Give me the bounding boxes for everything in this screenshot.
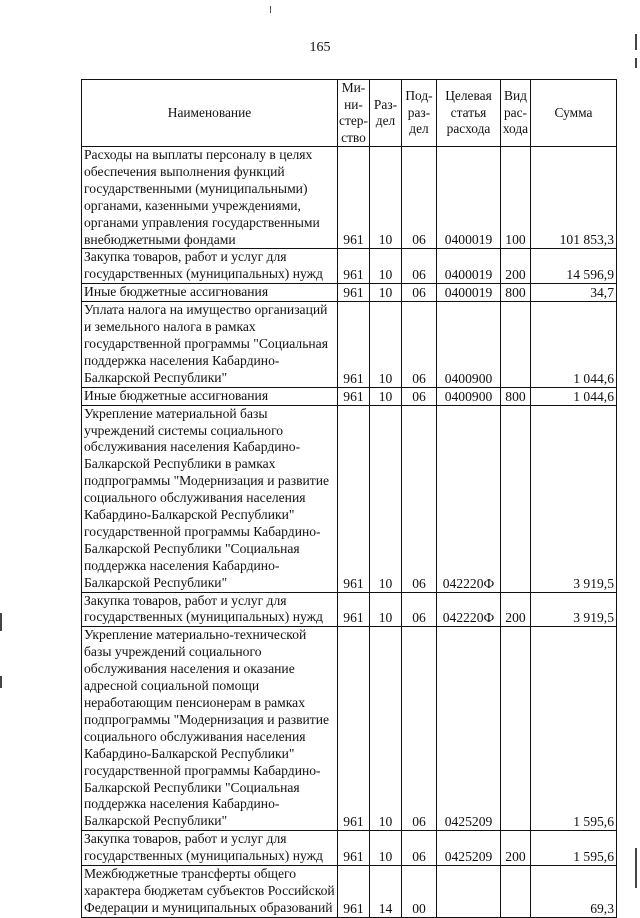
- row-section-cell: 10: [370, 627, 402, 831]
- row-name-cell: Закупка товаров, работ и услуг для государственных (муниципальных) нужд: [82, 831, 338, 866]
- column-header-section: [370, 80, 402, 147]
- column-header-subsection-label: Под- раз- дел: [405, 88, 433, 137]
- row-subsection-cell: 06: [402, 405, 437, 592]
- row-sum-cell: 1 595,6: [531, 831, 617, 866]
- row-section-cell: 14: [370, 866, 402, 918]
- page-number: 165: [309, 40, 331, 55]
- scan-edge-mark: [0, 613, 2, 631]
- row-sum-cell: 34,7: [531, 284, 617, 302]
- row-target-cell: 0425209: [437, 831, 501, 866]
- row-type-cell: [501, 866, 531, 918]
- table-row: [82, 387, 617, 405]
- row-name-cell: Закупка товаров, работ и услуг для государственных (муниципальных) нужд: [82, 592, 338, 627]
- scan-edge-mark: [635, 848, 637, 888]
- column-header-ministry: [338, 80, 370, 147]
- row-ministry-cell: 961: [338, 302, 370, 388]
- row-type-cell: [501, 302, 531, 388]
- row-name-cell: Уплата налога на имущество организаций и земельного налога в рамках государственной программы "Социальная поддержка населения Кабардино-Балкарской Республики": [82, 302, 338, 388]
- row-ministry-cell: 961: [338, 147, 370, 249]
- column-header-name: Наименование: [82, 80, 338, 147]
- column-header-target-label: Целевая статья расхода: [445, 88, 492, 137]
- table-row: [82, 147, 617, 249]
- row-sum-cell: 1 044,6: [531, 387, 617, 405]
- row-subsection-cell: 06: [402, 249, 437, 284]
- column-header-sum: Сумма: [531, 80, 617, 147]
- row-type-cell: [501, 405, 531, 592]
- row-subsection-cell: 06: [402, 147, 437, 249]
- row-sum-cell: 69,3: [531, 866, 617, 918]
- row-type-cell: 800: [501, 284, 531, 302]
- row-name-cell: Укрепление материально-технической базы учреждений социального обслуживания населения и оказание адресной социальной помощи неработающим пенсионерам в рамках подпрограммы "Модернизация и развитие социального обслуживания населения Кабардино-Балкарской Республики" государственной программы Кабардино-Балкарской Республики "Социальная поддержка населения Кабардино-Балкарской Республики": [82, 627, 338, 831]
- column-header-type: [501, 80, 531, 147]
- row-name-cell: Иные бюджетные ассигнования: [82, 284, 338, 302]
- row-section-cell: 10: [370, 831, 402, 866]
- row-section-cell: 10: [370, 147, 402, 249]
- column-header-subsection: [402, 80, 437, 147]
- row-sum-cell: 14 596,9: [531, 249, 617, 284]
- row-type-cell: 800: [501, 387, 531, 405]
- column-header-target: [437, 80, 501, 147]
- row-section-cell: 10: [370, 302, 402, 388]
- row-type-cell: 200: [501, 831, 531, 866]
- row-type-cell: 200: [501, 592, 531, 627]
- row-subsection-cell: 06: [402, 592, 437, 627]
- row-type-cell: 100: [501, 147, 531, 249]
- row-name-cell: Расходы на выплаты персоналу в целях обеспечения выполнения функций государственными (муниципальными) органами, казенными учреждениями, органами управления государственными внебюджетными фондами: [82, 147, 338, 249]
- table-row: [82, 284, 617, 302]
- table-row: [82, 249, 617, 284]
- row-section-cell: 10: [370, 405, 402, 592]
- row-subsection-cell: 00: [402, 866, 437, 918]
- row-sum-cell: 1 044,6: [531, 302, 617, 388]
- row-section-cell: 10: [370, 592, 402, 627]
- row-ministry-cell: 961: [338, 831, 370, 866]
- table-header-row: [82, 80, 617, 147]
- row-target-cell: 0425209: [437, 627, 501, 831]
- budget-table: [81, 79, 617, 918]
- table-row: [82, 405, 617, 592]
- row-ministry-cell: 961: [338, 592, 370, 627]
- column-header-section-label: Раз- дел: [373, 96, 398, 128]
- row-target-cell: 0400019: [437, 249, 501, 284]
- row-target-cell: 042220Ф: [437, 405, 501, 592]
- table-row: [82, 302, 617, 388]
- row-target-cell: 0400900: [437, 387, 501, 405]
- row-name-cell: Межбюджетные трансферты общего характера бюджетам субъектов Российской Федерации и муниципальных образований: [82, 866, 338, 918]
- row-section-cell: 10: [370, 387, 402, 405]
- row-name-cell: Иные бюджетные ассигнования: [82, 387, 338, 405]
- table-row: [82, 627, 617, 831]
- scan-edge-mark: [635, 34, 637, 50]
- row-subsection-cell: 06: [402, 302, 437, 388]
- row-ministry-cell: 961: [338, 627, 370, 831]
- row-subsection-cell: 06: [402, 627, 437, 831]
- row-target-cell: 042220Ф: [437, 592, 501, 627]
- row-name-cell: Закупка товаров, работ и услуг для государственных (муниципальных) нужд: [82, 249, 338, 284]
- row-subsection-cell: 06: [402, 284, 437, 302]
- row-type-cell: 200: [501, 249, 531, 284]
- scan-edge-mark: [0, 676, 2, 688]
- row-target-cell: 0400900: [437, 302, 501, 388]
- row-target-cell: 0400019: [437, 284, 501, 302]
- row-ministry-cell: 961: [338, 284, 370, 302]
- table-row: [82, 592, 617, 627]
- row-ministry-cell: 961: [338, 249, 370, 284]
- row-target-cell: 0400019: [437, 147, 501, 249]
- column-header-ministry-label: Ми- ни- стер- ство: [339, 80, 368, 145]
- row-section-cell: 10: [370, 284, 402, 302]
- row-section-cell: 10: [370, 249, 402, 284]
- column-header-type-label: Вид рас- хода: [502, 88, 529, 137]
- row-ministry-cell: 961: [338, 387, 370, 405]
- table-row: [82, 866, 617, 918]
- row-sum-cell: 3 919,5: [531, 405, 617, 592]
- row-ministry-cell: 961: [338, 866, 370, 918]
- scan-edge-mark: [635, 58, 637, 68]
- row-type-cell: [501, 627, 531, 831]
- row-sum-cell: 3 919,5: [531, 592, 617, 627]
- row-subsection-cell: 06: [402, 831, 437, 866]
- row-target-cell: [437, 866, 501, 918]
- scan-tick-mark: [270, 6, 271, 13]
- table-row: [82, 831, 617, 866]
- row-name-cell: Укрепление материальной базы учреждений системы социального обслуживания населения Кабардино-Балкарской Республики в рамках подпрограммы "Модернизация и развитие социального обслуживания населения Кабардино-Балкарской Республики" государственной программы Кабардино-Балкарской Республики "Социальная поддержка населения Кабардино-Балкарской Республики": [82, 405, 338, 592]
- row-sum-cell: 1 595,6: [531, 627, 617, 831]
- row-sum-cell: 101 853,3: [531, 147, 617, 249]
- row-ministry-cell: 961: [338, 405, 370, 592]
- row-subsection-cell: 06: [402, 387, 437, 405]
